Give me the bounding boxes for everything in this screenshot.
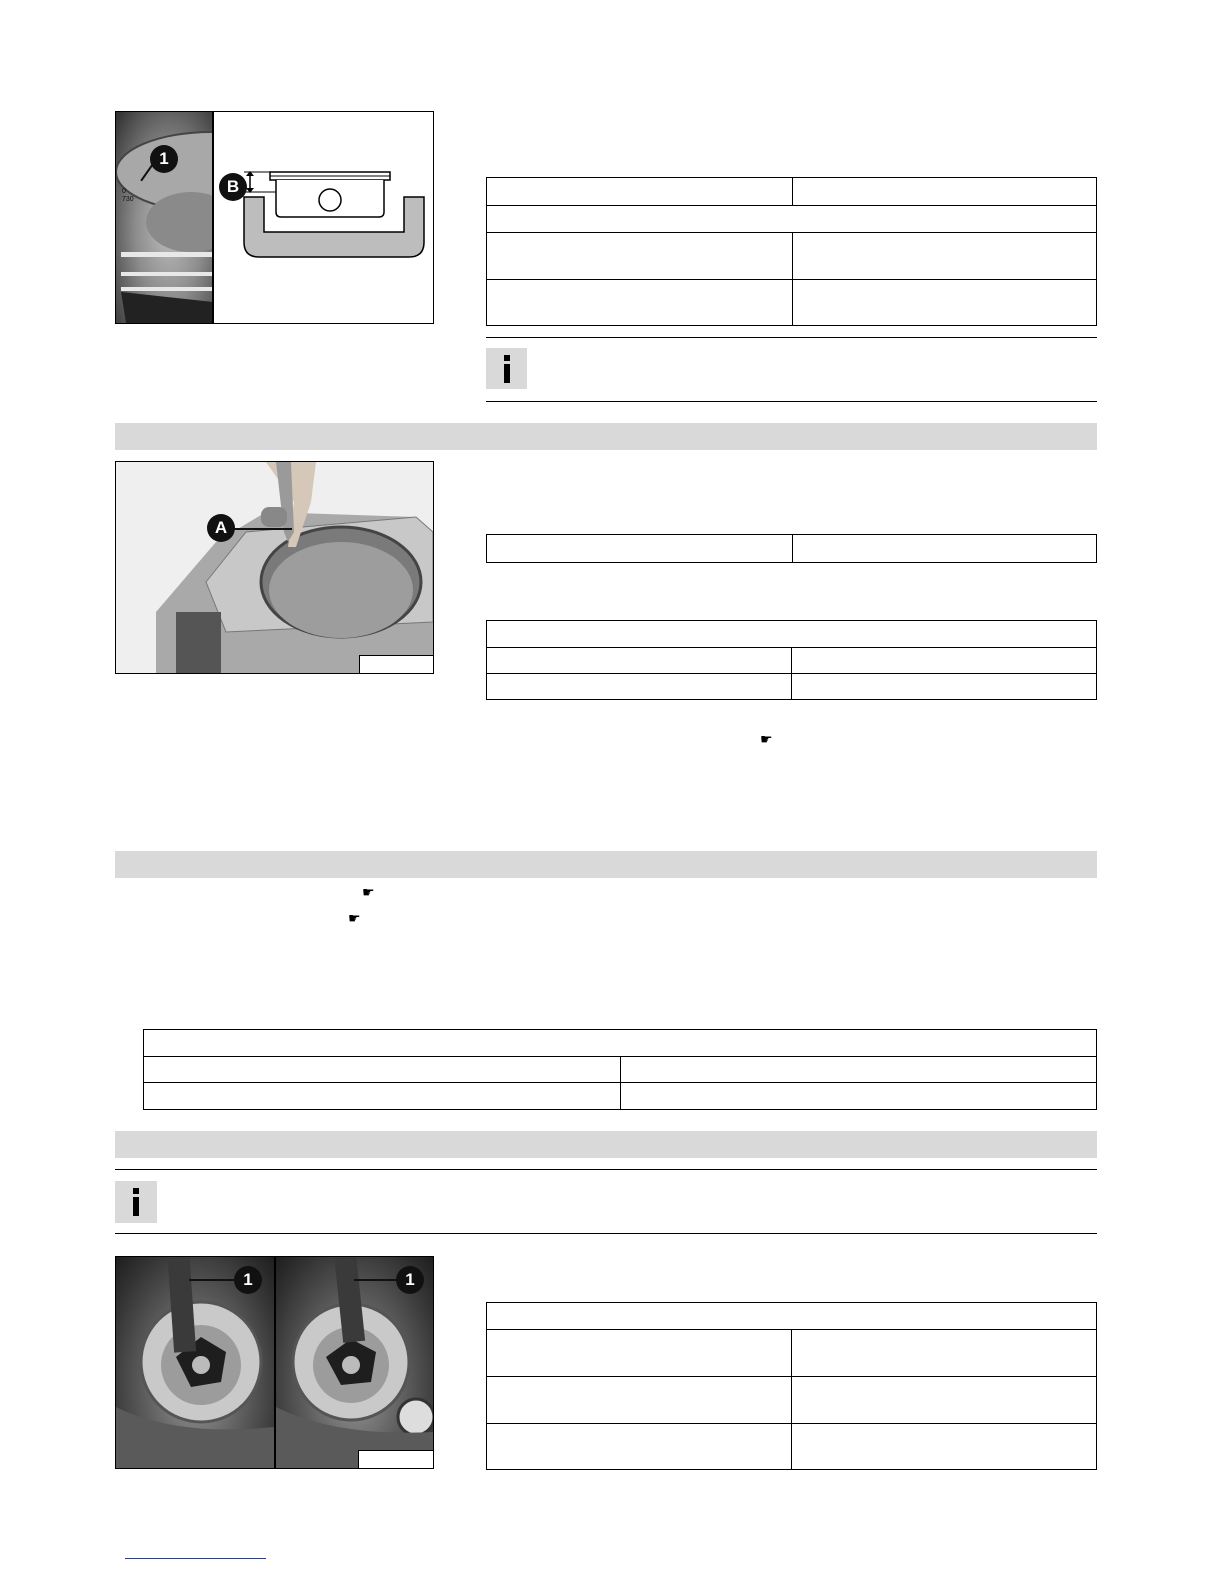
piston-measurement-figure: [115, 111, 434, 324]
table-row: [487, 621, 1097, 648]
table-cell: [620, 1083, 1097, 1110]
oil-pump-photo-right: [276, 1257, 433, 1468]
piston-photo: [116, 112, 213, 323]
section-header-1: [115, 423, 1097, 450]
callout-A: A: [207, 514, 235, 542]
footer-link[interactable]: [125, 1558, 266, 1560]
table-cell: [487, 535, 793, 563]
table-cell: [487, 621, 1097, 648]
info-note-2: [115, 1169, 1097, 1234]
callout-1-leader: [354, 1279, 396, 1281]
spec-table-1: [486, 177, 1097, 326]
table-row: [487, 648, 1097, 674]
table-cell: [487, 178, 793, 206]
oil-pump-figure: [115, 1256, 434, 1469]
table-cell: [792, 1330, 1097, 1377]
pointing-hand-icon[interactable]: ☛: [348, 911, 361, 927]
info-icon: [115, 1181, 157, 1223]
table-row: [487, 206, 1097, 233]
table-cell: [144, 1057, 621, 1083]
callout-A-leader: [234, 528, 292, 530]
table-row: [144, 1057, 1097, 1083]
table-cell: [487, 1424, 792, 1470]
section-header-2: [115, 851, 1097, 878]
table-cell: [792, 648, 1097, 674]
pointing-hand-icon[interactable]: ☛: [362, 885, 375, 901]
table-cell: [487, 206, 1097, 233]
oil-pump-photo-left: [116, 1257, 274, 1468]
cylinder-photo-drawing: [116, 462, 433, 673]
callout-1: 1: [396, 1266, 424, 1294]
table-row: [487, 1303, 1097, 1330]
spec-table-5: [486, 1302, 1097, 1470]
info-icon: [486, 348, 527, 389]
piston-photo-drawing: [116, 112, 213, 323]
table-row: [487, 233, 1097, 280]
table-cell: [144, 1083, 621, 1110]
table-row: [487, 178, 1097, 206]
table-cell: [793, 233, 1097, 280]
table-cell: [144, 1030, 1097, 1057]
table-cell: [792, 1377, 1097, 1424]
callout-1-leader: [189, 1279, 234, 1281]
spec-table-2: [486, 534, 1097, 563]
callout-B: B: [219, 173, 247, 201]
cylinder-measurement-figure: [115, 461, 434, 674]
table-cell: [620, 1057, 1097, 1083]
table-row: [487, 1330, 1097, 1377]
info-glyph: [129, 1188, 143, 1216]
table-cell: [792, 674, 1097, 700]
caliper-drawing: [214, 112, 433, 323]
table-cell: [793, 178, 1097, 206]
table-row: [487, 674, 1097, 700]
table-cell: [793, 280, 1097, 326]
table-cell: [487, 674, 792, 700]
figure-id-box: [358, 1450, 433, 1468]
section-header-3: [115, 1131, 1097, 1158]
info-note-1: [486, 337, 1097, 402]
table-row: [487, 1377, 1097, 1424]
table-cell: [487, 1330, 792, 1377]
table-cell: [487, 1377, 792, 1424]
spec-table-4: [143, 1029, 1097, 1110]
table-cell: [792, 1424, 1097, 1470]
table-row: [487, 535, 1097, 563]
pointing-hand-icon[interactable]: ☛: [760, 732, 773, 748]
piston-marking: 0 730: [122, 188, 134, 203]
table-cell: [793, 535, 1097, 563]
info-glyph: [500, 355, 514, 383]
callout-1: 1: [150, 145, 178, 173]
table-row: [144, 1083, 1097, 1110]
table-row: [144, 1030, 1097, 1057]
figure-id-box: [359, 655, 433, 673]
table-cell: [487, 280, 793, 326]
table-cell: [487, 1303, 1097, 1330]
callout-1: 1: [234, 1266, 262, 1294]
spec-table-3: [486, 620, 1097, 700]
piston-drawing-panel: [214, 112, 433, 323]
table-cell: [487, 233, 793, 280]
table-cell: [487, 648, 792, 674]
table-row: [487, 280, 1097, 326]
table-row: [487, 1424, 1097, 1470]
